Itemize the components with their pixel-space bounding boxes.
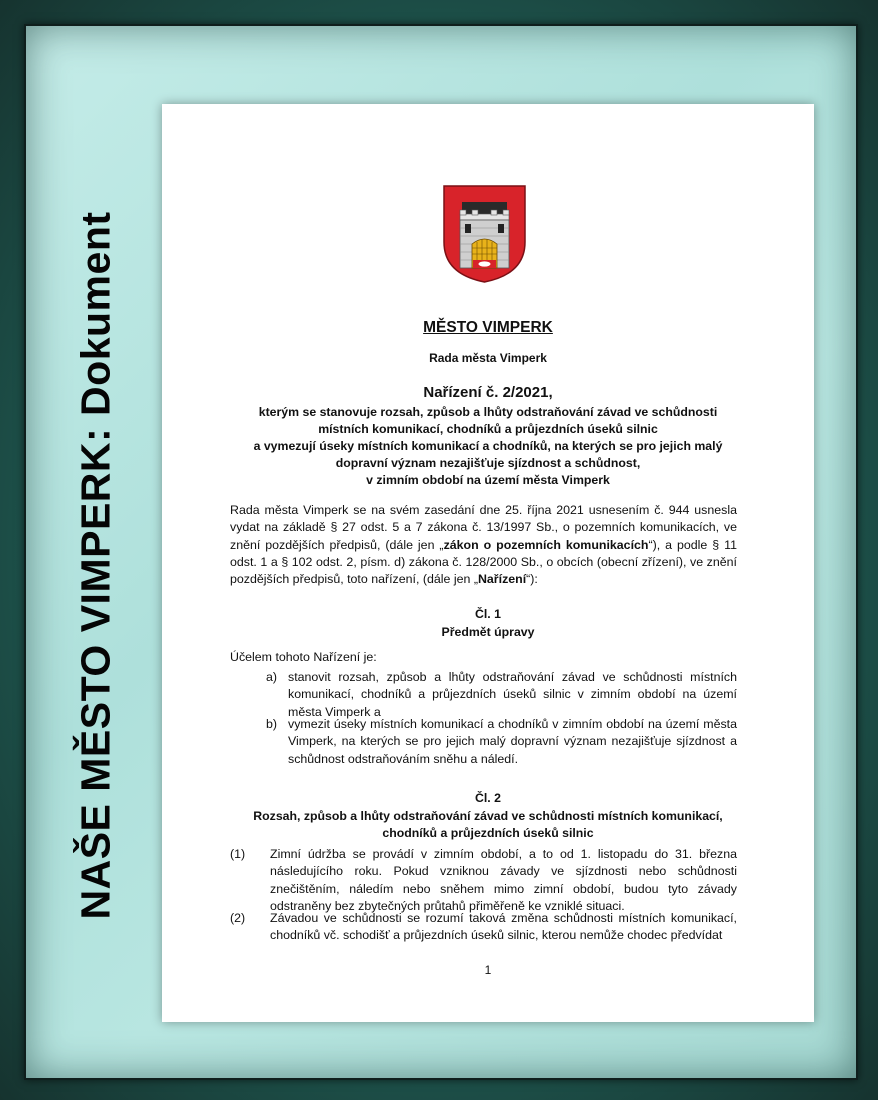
paragraph-label: (1) — [230, 847, 246, 861]
paragraph-label: (2) — [230, 911, 246, 925]
decree-subtitle-line: kterým se stanovuje rozsah, způsob a lhůty odstraňování závad ve schůdnosti — [258, 405, 718, 419]
page-number: 1 — [484, 963, 492, 977]
intro-text: “), a podle § 11 odst. 1 a § 102 odst. 2, písm. d) zákona č. 128/2000 Sb., o obcích (obecní zřízení), ve znění pozdějších předpisů, toto nařízení, (dále jen „ — [230, 537, 737, 587]
list-item-label: b) — [266, 717, 278, 731]
article-1-title: Předmět úpravy — [441, 625, 535, 639]
side-title-text: NAŠE MĚSTO VIMPERK: Dokument — [72, 210, 119, 920]
article-2-number: Čl. 2 — [475, 791, 501, 805]
article-2-title — [222, 808, 754, 842]
intro-bold-term: zákon o pozemních komunikacích — [443, 537, 649, 552]
intro-bold-term: Nařízení — [477, 572, 527, 587]
decree-subtitle — [222, 404, 754, 489]
article-1-number: Čl. 1 — [475, 607, 501, 621]
intro-text: Rada města Vimperk se na svém zasedání dne 25. října 2021 usnesením č. 944 usnesla vydat na základě § 27 odst. 5 a 7 zákona č. 13/1997 Sb., o pozemních komunikacích, ve znění pozdějších předpisů, (dále jen „ — [230, 503, 737, 552]
paragraph-text: Zimní údržba se provádí v zimním období, a to od 1. listopadu do 31. března následujícího roku. Pokud vzniknou závady ve sjízdnosti nebo schůdnosti znečištěním, náledím nebo sněhem mimo zimní období, budou tyto závady odstraněny bez zbytečných průtahů přiměřeně ke vzniklé situaci. — [270, 847, 737, 914]
paragraph-text: Závadou ve schůdnosti se rozumí taková změna schůdnosti místních komunikací, chodníků vč. schodišť a průjezdních úseků silnic, kterou nemůže chodec předvídat — [270, 911, 737, 943]
intro-paragraph — [230, 502, 737, 589]
article-2-title-line: Rozsah, způsob a lhůty odstraňování závad ve schůdnosti místních komunikací, — [253, 809, 723, 823]
side-title — [72, 150, 120, 980]
intro-text: “): — [526, 572, 538, 587]
decree-number: Nařízení č. 2/2021, — [423, 384, 553, 401]
list-item-text: vymezit úseky místních komunikací a chodníků v zimním období na území města Vimperk, na kterých se pro jejich malý dopravní význam nezajišťuje sjízdnost a schůdnost odstraňováním sněhu a náledí. — [288, 717, 737, 766]
council-name: Rada města Vimperk — [429, 351, 547, 365]
document-page — [162, 104, 814, 1022]
decree-subtitle-line: dopravní význam nezajišťuje sjízdnost a schůdnost, — [335, 455, 641, 470]
city-title: MĚSTO VIMPERK — [423, 319, 553, 336]
article-2-title-line: chodníků a průjezdních úseků silnic — [382, 825, 594, 840]
list-item-label: a) — [266, 670, 278, 684]
coat-of-arms-icon — [442, 184, 527, 284]
list-item-text: stanovit rozsah, způsob a lhůty odstraňování závad ve schůdnosti místních komunikací, chodníků a průjezdních úseků silnic v zimním období na území města Vimperk a — [288, 670, 737, 719]
article-1-lead: Účelem tohoto Nařízení je: — [230, 650, 377, 664]
decree-subtitle-line: a vymezují úseky místních komunikací a chodníků, na kterých se pro jejich malý — [253, 438, 723, 453]
decree-subtitle-line: v zimním období na území města Vimperk — [366, 472, 610, 487]
decree-subtitle-line: místních komunikací, chodníků a průjezdních úseků silnic — [318, 421, 658, 436]
